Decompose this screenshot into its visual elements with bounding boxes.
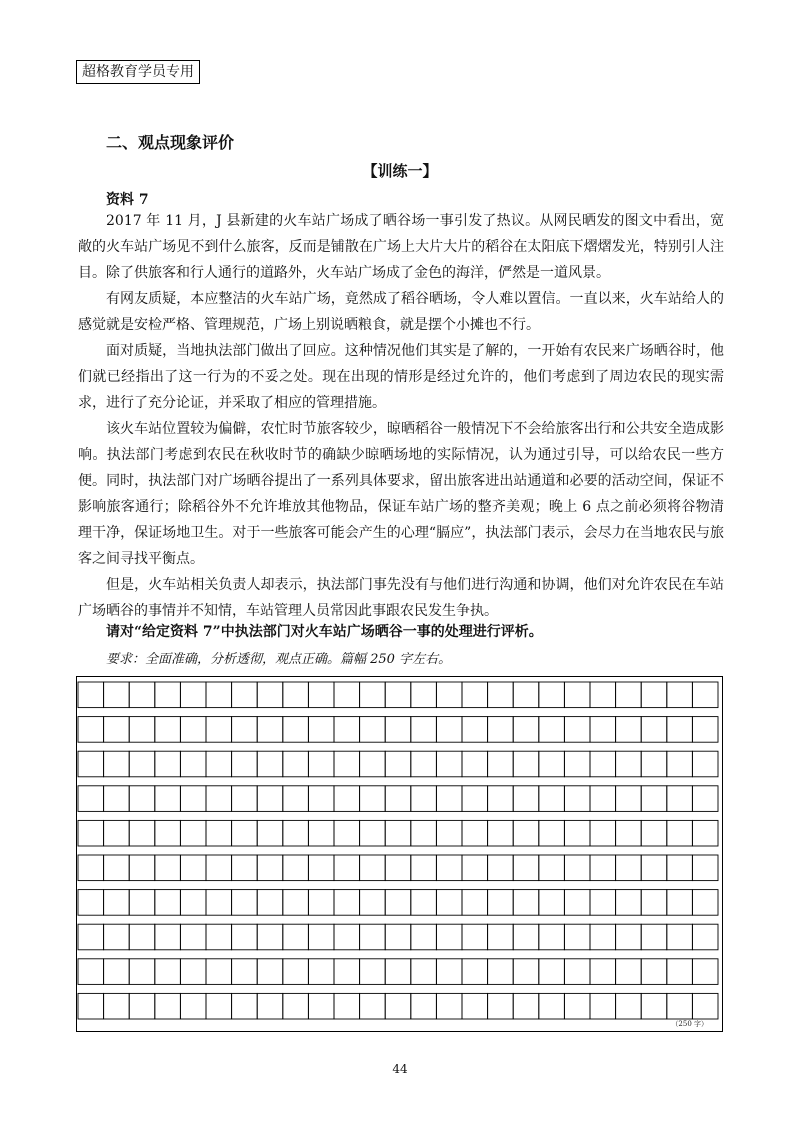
grid-cell[interactable] bbox=[180, 959, 206, 985]
grid-cell[interactable] bbox=[385, 751, 411, 777]
grid-cell[interactable] bbox=[616, 993, 642, 1019]
grid-cell[interactable] bbox=[411, 682, 437, 708]
grid-cell[interactable] bbox=[78, 959, 104, 985]
grid-cell[interactable] bbox=[360, 717, 386, 743]
grid-cell[interactable] bbox=[513, 924, 539, 950]
grid-cell[interactable] bbox=[667, 820, 693, 846]
grid-cell[interactable] bbox=[104, 959, 130, 985]
grid-cell[interactable] bbox=[104, 890, 130, 916]
grid-cell[interactable] bbox=[155, 751, 181, 777]
grid-cell[interactable] bbox=[104, 682, 130, 708]
grid-cell[interactable] bbox=[462, 751, 488, 777]
grid-cell[interactable] bbox=[78, 924, 104, 950]
grid-cell[interactable] bbox=[616, 959, 642, 985]
grid-cell[interactable] bbox=[257, 751, 283, 777]
grid-cell[interactable] bbox=[232, 890, 258, 916]
grid-cell[interactable] bbox=[616, 682, 642, 708]
grid-cell[interactable] bbox=[513, 855, 539, 881]
grid-cell[interactable] bbox=[590, 993, 616, 1019]
grid-cell[interactable] bbox=[232, 820, 258, 846]
grid-cell[interactable] bbox=[308, 717, 334, 743]
grid-cell[interactable] bbox=[385, 717, 411, 743]
question-prompt: 请对“给定资料 7”中执法部门对火车站广场晒谷一事的处理进行评析。 bbox=[106, 624, 543, 640]
grid-cell[interactable] bbox=[283, 890, 309, 916]
grid-cell[interactable] bbox=[539, 959, 565, 985]
material-paragraph: 该火车站位置较为偏僻，农忙时节旅客较少，晾晒稻谷一般情况下不会给旅客出行和公共安全造成影响。执法部门考虑到农民在秋收时节的确缺少晾晒场地的实际情况，认为通过引导，可以给农民一些方便。同时，执法部门对广场晒谷提出了一系列具体要求，留出旅客进出站通道和必要的活动空间，保证不影响旅客通行；除稻谷外不允许堆放其他物品，保证车站广场的整齐美观；晚上 6 点之前必须将谷物清理干净，保证场地卫生。对于一些旅客可能会产生的心理“膈应”，执法部门表示，会尽力在当地农民与旅客之间寻找平衡点。 bbox=[78, 421, 724, 567]
grid-cell[interactable] bbox=[462, 855, 488, 881]
grid-cell[interactable] bbox=[334, 786, 360, 812]
grid-cell[interactable] bbox=[436, 890, 462, 916]
grid-cell[interactable] bbox=[692, 959, 718, 985]
grid-cell[interactable] bbox=[232, 924, 258, 950]
grid-cell[interactable] bbox=[590, 855, 616, 881]
grid-cell[interactable] bbox=[539, 855, 565, 881]
grid-cell[interactable] bbox=[206, 751, 232, 777]
grid-cell[interactable] bbox=[513, 820, 539, 846]
grid-cell[interactable] bbox=[488, 855, 514, 881]
grid-cell[interactable] bbox=[257, 820, 283, 846]
grid-cell[interactable] bbox=[692, 820, 718, 846]
grid-cell[interactable] bbox=[360, 959, 386, 985]
grid-cell[interactable] bbox=[667, 890, 693, 916]
grid-cell[interactable] bbox=[78, 682, 104, 708]
grid-cell[interactable] bbox=[564, 993, 590, 1019]
grid-cell[interactable] bbox=[206, 855, 232, 881]
material-body bbox=[78, 208, 724, 624]
grid-cell[interactable] bbox=[436, 924, 462, 950]
material-paragraph: 2017 年 11 月，J 县新建的火车站广场成了晒谷场一事引发了热议。从网民晒发的图文中看出，宽敞的火车站广场见不到什么旅客，反而是铺散在广场上大片大片的稻谷在太阳底下熠熠发光，特别引人注目。除了供旅客和行人通行的道路外，火车站广场成了金色的海洋，俨然是一道风景。 bbox=[78, 213, 724, 281]
grid-cell[interactable] bbox=[436, 993, 462, 1019]
grid-cell[interactable] bbox=[692, 786, 718, 812]
grid-cell[interactable] bbox=[206, 786, 232, 812]
grid-cell[interactable] bbox=[308, 786, 334, 812]
grid-cell[interactable] bbox=[104, 924, 130, 950]
grid-cell[interactable] bbox=[257, 682, 283, 708]
grid-cell[interactable] bbox=[155, 959, 181, 985]
grid-cell[interactable] bbox=[232, 959, 258, 985]
grid-cell[interactable] bbox=[488, 786, 514, 812]
grid-cell[interactable] bbox=[436, 855, 462, 881]
grid-cell[interactable] bbox=[385, 924, 411, 950]
grid-cell[interactable] bbox=[564, 855, 590, 881]
answer-grid-lines bbox=[77, 677, 722, 1031]
grid-cell[interactable] bbox=[129, 993, 155, 1019]
grid-cell[interactable] bbox=[78, 993, 104, 1019]
grid-cell[interactable] bbox=[590, 751, 616, 777]
grid-cell[interactable] bbox=[667, 924, 693, 950]
grid-cell[interactable] bbox=[616, 820, 642, 846]
grid-cell[interactable] bbox=[283, 682, 309, 708]
grid-cell[interactable] bbox=[78, 855, 104, 881]
grid-cell[interactable] bbox=[513, 751, 539, 777]
grid-cell[interactable] bbox=[411, 855, 437, 881]
grid-cell[interactable] bbox=[539, 682, 565, 708]
grid-cell[interactable] bbox=[78, 890, 104, 916]
grid-cell[interactable] bbox=[641, 959, 667, 985]
grid-cell[interactable] bbox=[334, 855, 360, 881]
grid-cell[interactable] bbox=[641, 717, 667, 743]
grid-cell[interactable] bbox=[513, 717, 539, 743]
grid-cell[interactable] bbox=[334, 820, 360, 846]
grid-cell[interactable] bbox=[641, 786, 667, 812]
grid-cell[interactable] bbox=[334, 717, 360, 743]
grid-cell[interactable] bbox=[667, 682, 693, 708]
grid-cell[interactable] bbox=[641, 993, 667, 1019]
grid-cell[interactable] bbox=[129, 682, 155, 708]
grid-cell[interactable] bbox=[78, 786, 104, 812]
material-paragraph: 有网友质疑，本应整洁的火车站广场，竟然成了稻谷晒场，令人难以置信。一直以来，火车站给人的感觉就是安检严格、管理规范，广场上别说晒粮食，就是摆个小摊也不行。 bbox=[78, 291, 724, 333]
grid-cell[interactable] bbox=[155, 924, 181, 950]
grid-cell[interactable] bbox=[513, 959, 539, 985]
grid-cell[interactable] bbox=[283, 959, 309, 985]
grid-cell[interactable] bbox=[616, 890, 642, 916]
grid-cell[interactable] bbox=[206, 717, 232, 743]
grid-cell[interactable] bbox=[206, 682, 232, 708]
grid-cell[interactable] bbox=[180, 786, 206, 812]
grid-cell[interactable] bbox=[283, 786, 309, 812]
grid-cell[interactable] bbox=[334, 993, 360, 1019]
answer-grid[interactable] bbox=[76, 676, 723, 1032]
grid-cell[interactable] bbox=[590, 717, 616, 743]
grid-cell[interactable] bbox=[232, 717, 258, 743]
grid-cell[interactable] bbox=[564, 682, 590, 708]
grid-cell[interactable] bbox=[334, 751, 360, 777]
grid-cell[interactable] bbox=[283, 993, 309, 1019]
grid-cell[interactable] bbox=[411, 786, 437, 812]
grid-cell[interactable] bbox=[616, 786, 642, 812]
grid-cell[interactable] bbox=[692, 993, 718, 1019]
grid-cell[interactable] bbox=[411, 751, 437, 777]
grid-cell[interactable] bbox=[590, 890, 616, 916]
grid-cell[interactable] bbox=[385, 820, 411, 846]
grid-cell[interactable] bbox=[411, 890, 437, 916]
grid-cell[interactable] bbox=[104, 717, 130, 743]
grid-cell[interactable] bbox=[539, 924, 565, 950]
grid-cell[interactable] bbox=[104, 855, 130, 881]
grid-cell[interactable] bbox=[180, 855, 206, 881]
grid-cell[interactable] bbox=[257, 717, 283, 743]
grid-cell[interactable] bbox=[308, 890, 334, 916]
grid-cell[interactable] bbox=[692, 751, 718, 777]
grid-cell[interactable] bbox=[436, 717, 462, 743]
grid-cell[interactable] bbox=[539, 751, 565, 777]
grid-cell[interactable] bbox=[590, 786, 616, 812]
grid-cell[interactable] bbox=[206, 924, 232, 950]
grid-cell[interactable] bbox=[488, 682, 514, 708]
grid-cell[interactable] bbox=[692, 717, 718, 743]
grid-cell[interactable] bbox=[155, 890, 181, 916]
grid-cell[interactable] bbox=[308, 820, 334, 846]
grid-cell[interactable] bbox=[488, 751, 514, 777]
grid-cell[interactable] bbox=[616, 855, 642, 881]
grid-cell[interactable] bbox=[308, 855, 334, 881]
grid-cell[interactable] bbox=[129, 751, 155, 777]
grid-cell[interactable] bbox=[360, 855, 386, 881]
grid-cell[interactable] bbox=[334, 924, 360, 950]
grid-cell[interactable] bbox=[513, 786, 539, 812]
word-count-label: （250 字） bbox=[671, 1020, 708, 1028]
grid-cell[interactable] bbox=[129, 890, 155, 916]
grid-cell[interactable] bbox=[155, 682, 181, 708]
grid-cell[interactable] bbox=[616, 717, 642, 743]
grid-cell[interactable] bbox=[129, 786, 155, 812]
grid-cell[interactable] bbox=[257, 959, 283, 985]
grid-cell[interactable] bbox=[78, 717, 104, 743]
grid-cell[interactable] bbox=[129, 959, 155, 985]
grid-cell[interactable] bbox=[564, 820, 590, 846]
grid-cell[interactable] bbox=[360, 890, 386, 916]
grid-cell[interactable] bbox=[385, 890, 411, 916]
grid-cell[interactable] bbox=[129, 820, 155, 846]
grid-cell[interactable] bbox=[360, 993, 386, 1019]
grid-cell[interactable] bbox=[667, 786, 693, 812]
grid-cell[interactable] bbox=[360, 786, 386, 812]
grid-cell[interactable] bbox=[488, 924, 514, 950]
material-title: 资料 7 bbox=[106, 192, 149, 208]
grid-cell[interactable] bbox=[129, 924, 155, 950]
grid-cell[interactable] bbox=[692, 855, 718, 881]
grid-cell[interactable] bbox=[180, 717, 206, 743]
grid-cell[interactable] bbox=[283, 717, 309, 743]
grid-cell[interactable] bbox=[385, 682, 411, 708]
grid-cell[interactable] bbox=[385, 855, 411, 881]
material-paragraph: 但是，火车站相关负责人却表示，执法部门事先没有与他们进行沟通和协调，他们对允许农民在车站广场晒谷的事情并不知情，车站管理人员常因此事跟农民发生争执。 bbox=[78, 577, 724, 619]
grid-cell[interactable] bbox=[155, 786, 181, 812]
grid-cell[interactable] bbox=[462, 786, 488, 812]
grid-cell[interactable] bbox=[539, 717, 565, 743]
grid-cell[interactable] bbox=[488, 890, 514, 916]
grid-cell[interactable] bbox=[488, 959, 514, 985]
grid-cell[interactable] bbox=[129, 717, 155, 743]
grid-cell[interactable] bbox=[78, 820, 104, 846]
grid-cell[interactable] bbox=[539, 890, 565, 916]
grid-cell[interactable] bbox=[641, 751, 667, 777]
grid-cell[interactable] bbox=[155, 855, 181, 881]
grid-cell[interactable] bbox=[462, 924, 488, 950]
grid-cell[interactable] bbox=[232, 993, 258, 1019]
grid-cell[interactable] bbox=[564, 924, 590, 950]
grid-cell[interactable] bbox=[283, 751, 309, 777]
grid-cell[interactable] bbox=[411, 993, 437, 1019]
grid-cell[interactable] bbox=[564, 959, 590, 985]
grid-cell[interactable] bbox=[590, 959, 616, 985]
grid-cell[interactable] bbox=[308, 682, 334, 708]
grid-cell[interactable] bbox=[385, 786, 411, 812]
grid-cell[interactable] bbox=[667, 993, 693, 1019]
grid-cell[interactable] bbox=[488, 993, 514, 1019]
material-paragraph: 面对质疑，当地执法部门做出了回应。这种情况他们其实是了解的，一开始有农民来广场晒谷时，他们就已经指出了这一行为的不妥之处。现在出现的情形是经过允许的，他们考虑到了周边农民的现实需求，进行了充分论证，并采取了相应的管理措施。 bbox=[78, 343, 724, 411]
grid-cell[interactable] bbox=[308, 959, 334, 985]
grid-cell[interactable] bbox=[667, 717, 693, 743]
grid-cell[interactable] bbox=[462, 820, 488, 846]
grid-cell[interactable] bbox=[692, 890, 718, 916]
grid-cell[interactable] bbox=[411, 959, 437, 985]
grid-cell[interactable] bbox=[616, 924, 642, 950]
grid-cell[interactable] bbox=[104, 751, 130, 777]
grid-cell[interactable] bbox=[308, 993, 334, 1019]
grid-cell[interactable] bbox=[692, 924, 718, 950]
grid-cell[interactable] bbox=[155, 717, 181, 743]
grid-cell[interactable] bbox=[360, 751, 386, 777]
stamp-label: 超格教育学员专用 bbox=[76, 60, 200, 84]
grid-cell[interactable] bbox=[564, 786, 590, 812]
grid-cell[interactable] bbox=[539, 820, 565, 846]
grid-cell[interactable] bbox=[539, 786, 565, 812]
grid-cell[interactable] bbox=[308, 924, 334, 950]
grid-cell[interactable] bbox=[436, 682, 462, 708]
grid-cell[interactable] bbox=[590, 682, 616, 708]
grid-cell[interactable] bbox=[436, 786, 462, 812]
grid-cell[interactable] bbox=[411, 820, 437, 846]
grid-cell[interactable] bbox=[590, 820, 616, 846]
grid-cell[interactable] bbox=[360, 924, 386, 950]
grid-cell[interactable] bbox=[360, 682, 386, 708]
grid-cell[interactable] bbox=[180, 820, 206, 846]
grid-cell[interactable] bbox=[283, 855, 309, 881]
question-requirement: 要求：全面准确，分析透彻，观点正确。篇幅 250 字左右。 bbox=[106, 652, 452, 667]
grid-cell[interactable] bbox=[539, 993, 565, 1019]
grid-cell[interactable] bbox=[692, 682, 718, 708]
grid-cell[interactable] bbox=[206, 993, 232, 1019]
grid-cell[interactable] bbox=[360, 820, 386, 846]
grid-cell[interactable] bbox=[129, 855, 155, 881]
grid-cell[interactable] bbox=[180, 924, 206, 950]
grid-cell[interactable] bbox=[462, 890, 488, 916]
grid-cell[interactable] bbox=[616, 751, 642, 777]
grid-cell[interactable] bbox=[462, 682, 488, 708]
grid-cell[interactable] bbox=[667, 855, 693, 881]
grid-cell[interactable] bbox=[283, 820, 309, 846]
grid-cell[interactable] bbox=[180, 751, 206, 777]
grid-cell[interactable] bbox=[257, 890, 283, 916]
grid-cell[interactable] bbox=[411, 717, 437, 743]
grid-cell[interactable] bbox=[641, 924, 667, 950]
grid-cell[interactable] bbox=[641, 855, 667, 881]
grid-cell[interactable] bbox=[155, 820, 181, 846]
grid-cell[interactable] bbox=[334, 959, 360, 985]
grid-cell[interactable] bbox=[257, 855, 283, 881]
section-title: 二、观点现象评价 bbox=[106, 133, 235, 152]
grid-cell[interactable] bbox=[180, 993, 206, 1019]
grid-cell[interactable] bbox=[411, 924, 437, 950]
grid-cell[interactable] bbox=[641, 682, 667, 708]
grid-cell[interactable] bbox=[104, 993, 130, 1019]
grid-cell[interactable] bbox=[513, 993, 539, 1019]
grid-cell[interactable] bbox=[462, 993, 488, 1019]
grid-cell[interactable] bbox=[385, 993, 411, 1019]
grid-cell[interactable] bbox=[104, 786, 130, 812]
grid-cell[interactable] bbox=[232, 855, 258, 881]
grid-cell[interactable] bbox=[462, 717, 488, 743]
training-title: 【训练一】 bbox=[362, 162, 438, 180]
grid-cell[interactable] bbox=[232, 786, 258, 812]
grid-cell[interactable] bbox=[667, 959, 693, 985]
grid-cell[interactable] bbox=[206, 820, 232, 846]
page-number: 44 bbox=[392, 1062, 408, 1076]
grid-cell[interactable] bbox=[180, 682, 206, 708]
grid-cell[interactable] bbox=[78, 751, 104, 777]
grid-cell[interactable] bbox=[257, 993, 283, 1019]
grid-cell[interactable] bbox=[488, 717, 514, 743]
grid-cell[interactable] bbox=[232, 751, 258, 777]
grid-cell[interactable] bbox=[564, 751, 590, 777]
grid-cell[interactable] bbox=[334, 890, 360, 916]
grid-cell[interactable] bbox=[385, 959, 411, 985]
grid-cell[interactable] bbox=[180, 890, 206, 916]
grid-cell[interactable] bbox=[436, 959, 462, 985]
grid-cell[interactable] bbox=[257, 924, 283, 950]
grid-cell[interactable] bbox=[488, 820, 514, 846]
grid-cell[interactable] bbox=[590, 924, 616, 950]
grid-cell[interactable] bbox=[308, 751, 334, 777]
grid-cell[interactable] bbox=[513, 682, 539, 708]
grid-cell[interactable] bbox=[513, 890, 539, 916]
grid-cell[interactable] bbox=[564, 717, 590, 743]
grid-cell[interactable] bbox=[334, 682, 360, 708]
grid-cell[interactable] bbox=[436, 751, 462, 777]
grid-cell[interactable] bbox=[206, 890, 232, 916]
grid-cell[interactable] bbox=[641, 890, 667, 916]
grid-cell[interactable] bbox=[232, 682, 258, 708]
grid-cell[interactable] bbox=[564, 890, 590, 916]
grid-cell[interactable] bbox=[283, 924, 309, 950]
grid-cell[interactable] bbox=[462, 959, 488, 985]
grid-cell[interactable] bbox=[206, 959, 232, 985]
grid-cell[interactable] bbox=[104, 820, 130, 846]
grid-cell[interactable] bbox=[257, 786, 283, 812]
grid-cell[interactable] bbox=[667, 751, 693, 777]
grid-cell[interactable] bbox=[641, 820, 667, 846]
grid-cell[interactable] bbox=[436, 820, 462, 846]
grid-cell[interactable] bbox=[155, 993, 181, 1019]
